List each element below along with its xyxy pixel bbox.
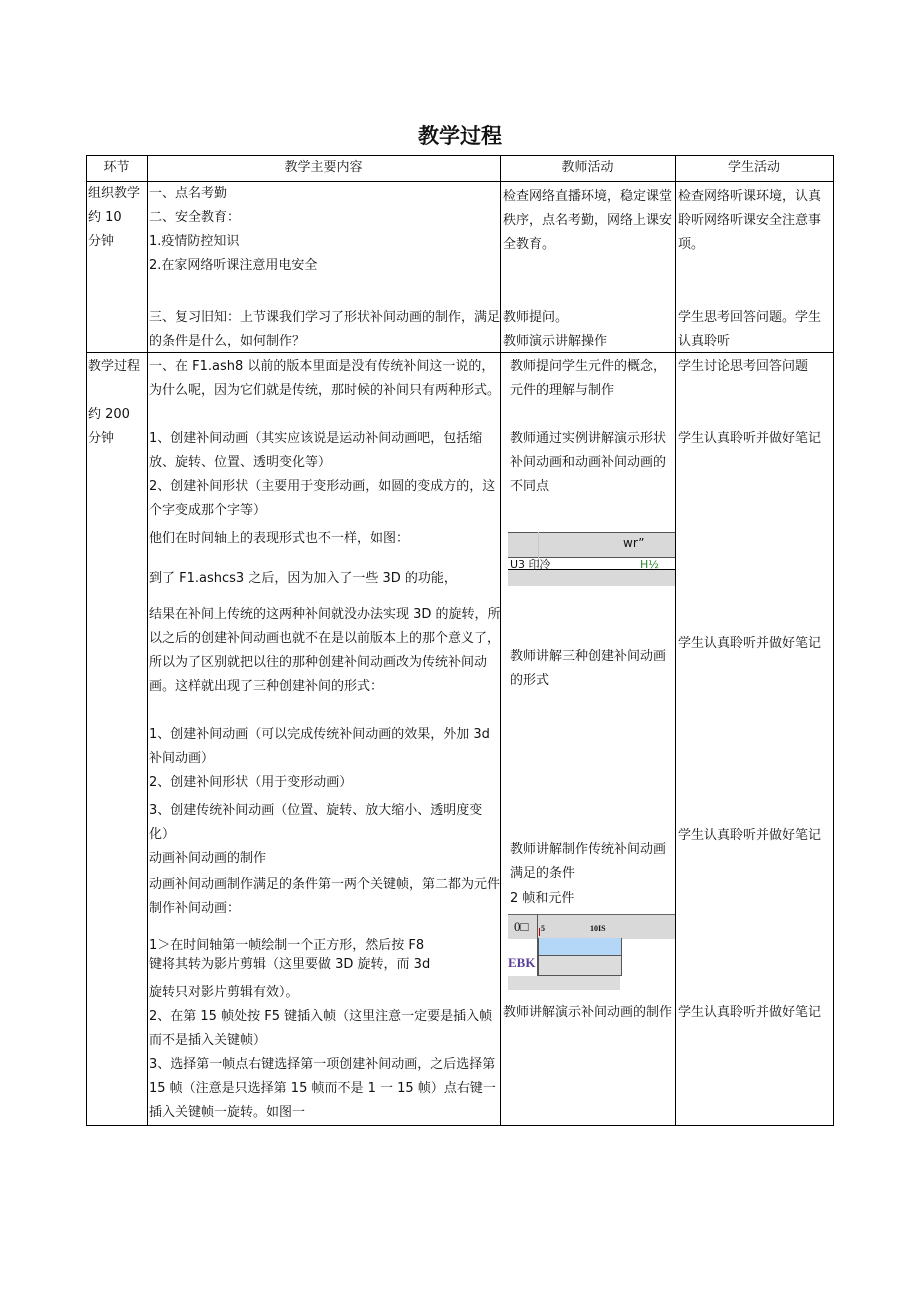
content-paragraph: 2、创建补间形状（主要用于变形动画，如圆的变成方的，这个字变成那个字等） xyxy=(149,479,496,518)
header-student: 学生活动 xyxy=(727,160,780,175)
teacher-activity: 教师提问。 xyxy=(503,310,569,325)
student-activity: 学生认真聆听并做好笔记 xyxy=(678,636,822,651)
teacher-activity: 教师讲解三种创建补间动画的形式 xyxy=(510,649,667,688)
tick-label: 5 xyxy=(541,924,545,933)
content-paragraph: 一、在 F1.ash8 以前的版本里面是没有传统补间这一说的，为什么呢，因为它们就是传统，那时候的补间只有两种形式。 xyxy=(149,359,501,398)
teacher-activity: 教师演示讲解操作 xyxy=(503,334,608,349)
student-activity: 学生讨论思考回答问题 xyxy=(678,359,809,374)
stage-duration: 约 10 xyxy=(88,210,122,225)
teacher-activity: 教师通过实例讲解演示形状补间动画和动画补间动画的不同点 xyxy=(510,431,667,494)
figure-label: H½ xyxy=(640,558,659,569)
stage-unit: 分钟 xyxy=(88,234,115,249)
table-border-right xyxy=(833,155,834,1126)
table-border-left xyxy=(86,155,87,1126)
table-border-top xyxy=(86,155,834,156)
content-paragraph: 3、创建传统补间动画（位置、旋转、放大缩小、透明度变化） xyxy=(149,803,483,842)
content-paragraph: 2、创建补间形状（用于变形动画） xyxy=(149,775,353,790)
header-stage: 环节 xyxy=(103,160,130,175)
teacher-activity: 教师提问学生元件的概念，元件的理解与制作 xyxy=(510,359,667,398)
content-paragraph: 1、创建补间动画（其实应该说是运动补间动画吧，包括缩放、旋转、位置、透明变化等） xyxy=(149,431,483,470)
teacher-activity: 教师讲解演示补间动画的制作 xyxy=(503,1005,673,1020)
content-line: 1.疫情防控知识 xyxy=(149,234,240,249)
content-line: 一、点名考勤 xyxy=(149,186,228,201)
stage-name: 教学过程 xyxy=(88,359,141,374)
content-paragraph: 1、创建补间动画（可以完成传统补间动画的效果，外加 3d 补间动画） xyxy=(149,727,490,766)
teacher-activity: 教师讲解制作传统补间动画满足的条件 xyxy=(510,842,667,881)
teacher-activity: 检查网络直播环境，稳定课堂秩序，点名考勤，网络上课安全教育。 xyxy=(503,189,673,252)
student-activity: 学生思考回答问题。学生认真聆听 xyxy=(678,310,822,349)
content-paragraph: 2、在第 15 帧处按 F5 键插入帧（这里注意一定要是插入帧而不是插入关键帧） xyxy=(149,1009,493,1048)
student-activity: 学生认真聆听并做好笔记 xyxy=(678,431,822,446)
student-activity: 检查网络听课环境，认真聆听网络听课安全注意事项。 xyxy=(678,189,822,252)
content-paragraph: 3、选择第一帧点右键选择第一项创建补间动画，之后选择第 15 帧（注意是只选择第 15 帧而不是 1 一 15 帧）点右键一插入关键帧一旋转。如图一 xyxy=(149,1057,496,1120)
content-paragraph: 他们在时间轴上的表现形式也不一样，如图： xyxy=(149,531,410,546)
page-title: 教学过程 xyxy=(418,124,502,148)
frame-label: 0□ xyxy=(514,919,529,934)
student-activity: 学生认真聆听并做好笔记 xyxy=(678,828,822,843)
header-teacher: 教师活动 xyxy=(561,160,614,175)
stage-duration: 约 200 xyxy=(88,407,130,422)
content-paragraph: 结果在补间上传统的这两种补间就没办法实现 3D 的旋转，所以之后的创建补间动画也就不在是以前版本上的那个意义了，所以为了区别就把以往的那种创建补间动画改为传统补间动画。这样就出现了三种创建补间的形式： xyxy=(149,607,501,694)
content-paragraph: 动画补间动画的制作 xyxy=(149,851,267,866)
content-paragraph: 1＞在时间轴第一帧绘制一个正方形，然后按 F8 xyxy=(149,938,425,953)
content-paragraph: 旋转只对影片剪辑有效）。 xyxy=(149,985,299,1000)
content-line: 二、安全教育： xyxy=(149,210,241,225)
content-line: 三、复习旧知：上节课我们学习了形状补间动画的制作，满足的条件是什么，如何制作？ xyxy=(149,310,501,349)
teacher-activity: 2 帧和元件 xyxy=(510,891,575,906)
content-paragraph: 动画补间动画制作满足的条件第一两个关键帧，第二都为元件制作补间动画： xyxy=(149,877,501,916)
content-paragraph: 键将其转为影片剪辑（这里要做 3D 旋转，而 3d xyxy=(149,957,431,972)
content-line: 2.在家网络听课注意用电安全 xyxy=(149,258,318,273)
student-activity: 学生认真聆听并做好笔记 xyxy=(678,1005,822,1020)
timeline-figure-2 xyxy=(508,914,675,990)
stage-name: 组织教学 xyxy=(88,186,141,201)
figure-label: U3 印冷 xyxy=(510,558,551,569)
header-content: 教学主要内容 xyxy=(284,160,363,175)
timeline-figure-1 xyxy=(508,532,675,586)
content-paragraph: 到了 F1.ashcs3 之后，因为加入了一些 3D 的功能， xyxy=(149,571,457,586)
figure-label: wr” xyxy=(623,536,645,550)
column-divider xyxy=(675,155,676,1126)
column-divider xyxy=(147,155,148,1126)
table-border-bottom xyxy=(86,1125,834,1126)
stage-unit: 分钟 xyxy=(88,431,115,446)
tick-label: 10IS xyxy=(590,924,606,933)
layer-label: EBK xyxy=(508,955,536,970)
